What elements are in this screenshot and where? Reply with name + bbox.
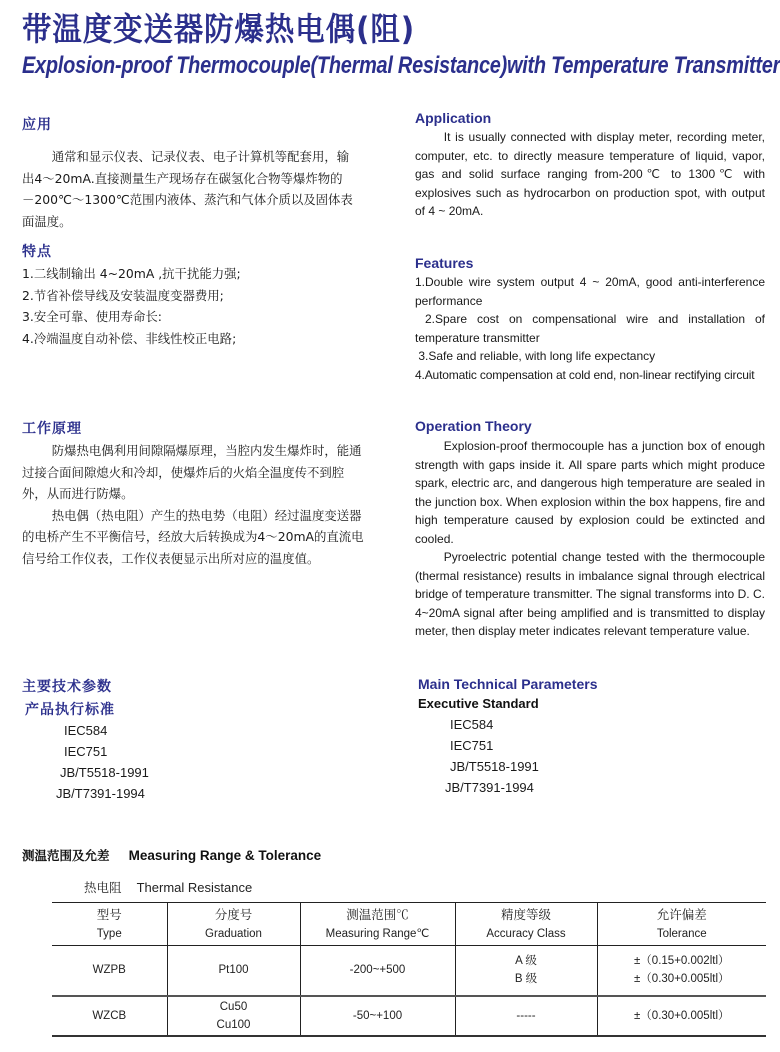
parameters-heading-cn: 主要技术参数 <box>22 679 112 695</box>
standard-item: JB/T5518-1991 <box>450 759 539 774</box>
range-heading-en: Measuring Range & Tolerance <box>128 848 322 863</box>
application-heading-cn: 应用 <box>22 117 52 133</box>
parameters-heading-en: Main Technical Parameters <box>418 676 598 692</box>
column-header-graduation: 分度号 Graduation <box>167 903 300 946</box>
standard-item: IEC751 <box>450 738 494 753</box>
operation-heading-cn: 工作原理 <box>22 421 82 437</box>
column-header-tolerance: 允许偏差 Tolerance <box>597 903 766 946</box>
cell-range: -200~+500 <box>300 946 455 996</box>
standard-item: JB/T7391-1994 <box>56 786 145 801</box>
page-title-en: Explosion-proof Thermocouple(Thermal Resistance)with Temperature Transmitter <box>22 52 780 79</box>
features-list-en <box>415 273 769 384</box>
application-text-en: It is usually connected with display meter, recording meter, computer, etc. to directly measure temperature of liquid, vapor, gas and solid surface ranging from-200℃ to 1300℃ with explosives such as hydrocarbon on production spot, with output of 4 ~ 20mA. <box>415 130 765 218</box>
table-row <box>52 996 766 1036</box>
standard-item: JB/T7391-1994 <box>445 780 534 795</box>
standard-subheading-cn: 产品执行标准 <box>25 702 115 718</box>
range-heading-cn: 测温范围及允差 <box>22 848 110 863</box>
feature-item-cn: 3.安全可靠、使用寿命长: <box>22 309 162 324</box>
feature-item-en: 1.Double wire system output 4 ~ 20mA, good anti-interference performance <box>415 275 769 308</box>
table-caption-cn: 热电阻 <box>84 880 122 895</box>
cell-accuracy: ----- <box>455 996 597 1036</box>
table-caption <box>84 877 252 896</box>
operation-paragraph-cn: 热电偶（热电阻）产生的热电势（电阻）经过温度变送器的电桥产生不平衡信号，经放大后转换成为4～20mA的直流电信号给工作仪表，工作仪表便显示出所对应的温度值。 <box>22 507 364 566</box>
cell-tolerance: ±（0.30+0.005ltl） <box>597 996 766 1036</box>
feature-item-en: 2.Spare cost on compensational wire and installation of temperature transmitter <box>415 312 769 345</box>
range-heading <box>22 845 321 864</box>
operation-text-en <box>415 437 765 641</box>
feature-item-en: 3.Safe and reliable, with long life expectancy <box>415 349 656 363</box>
standard-item: JB/T5518-1991 <box>60 765 149 780</box>
feature-item-en: 4.Automatic compensation at cold end, non-linear rectifying circuit <box>415 367 755 382</box>
cell-graduation: Pt100 <box>167 946 300 996</box>
tolerance-table <box>52 902 766 1037</box>
application-heading-en: Application <box>415 110 492 126</box>
application-text-cn: 通常和显示仪表、记录仪表、电子计算机等配套用，输出4～20mA.直接测量生产现场存在碳氢化合物等爆炸物的 －200℃～1300℃范围内液体、蒸汽和气体介质以及固体表面温度。 <box>22 149 353 229</box>
feature-item-cn: 1.二线制输出 4~20mA ,抗干扰能力强; <box>22 266 241 281</box>
standard-subheading-en: Executive Standard <box>418 696 539 711</box>
features-list-cn <box>22 263 362 349</box>
cell-type: WZPB <box>92 964 126 977</box>
page-title-cn: 带温度变送器防爆热电偶(阻) <box>22 10 416 48</box>
operation-text-cn <box>22 440 366 569</box>
column-header-type: 型号 Type <box>96 908 122 940</box>
table-header-row <box>52 903 766 946</box>
column-header-accuracy: 精度等级 Accuracy Class <box>455 903 597 946</box>
feature-item-cn: 2.节省补偿导线及安装温度变器费用; <box>22 287 224 303</box>
standard-item: IEC751 <box>64 744 108 759</box>
cell-graduation: Cu50 Cu100 <box>167 996 300 1036</box>
feature-item-cn: 4.冷端温度自动补偿、非线性校正电路; <box>22 330 237 346</box>
cell-tolerance: ±（0.15+0.002ltl） ±（0.30+0.005ltl） <box>597 946 766 996</box>
operation-heading-en: Operation Theory <box>415 418 532 434</box>
features-heading-cn: 特点 <box>22 244 52 260</box>
table-row <box>52 946 766 996</box>
standard-item: IEC584 <box>450 717 494 732</box>
operation-paragraph-en: Explosion-proof thermocouple has a junction box of enough strength with gaps inside it. All spare parts which might produce spark, electric arc, and dangerous high temperature are sealed in the junction box. When explosion within the box happens, fire and high temperature caused by explosion could be extincted and cooled. <box>415 439 765 546</box>
operation-paragraph-en: Pyroelectric potential change tested with the thermocouple (thermal resistance) results in imbalance signal through electrical bridge of temperature transmitter. The signal transforms into D. C. 4~20mA signal after being amplified and is transmitted to display meter, then display meter indicates relevant temperature value. <box>415 550 765 638</box>
operation-paragraph-cn: 防爆热电偶利用间隙隔爆原理，当腔内发生爆炸时，能通过接合面间隙熄火和冷却，使爆炸后的火焰全温度传不到腔外，从而进行防爆。 <box>22 443 362 501</box>
standard-item: IEC584 <box>64 723 108 738</box>
table-caption-en: Thermal Resistance <box>136 880 253 895</box>
features-heading-en: Features <box>415 255 474 271</box>
cell-range: -50~+100 <box>300 996 455 1036</box>
cell-accuracy: A 级 B 级 <box>455 946 597 996</box>
column-header-range: 测温范围℃ Measuring Range℃ <box>300 903 455 946</box>
cell-type: WZCB <box>92 1009 127 1022</box>
